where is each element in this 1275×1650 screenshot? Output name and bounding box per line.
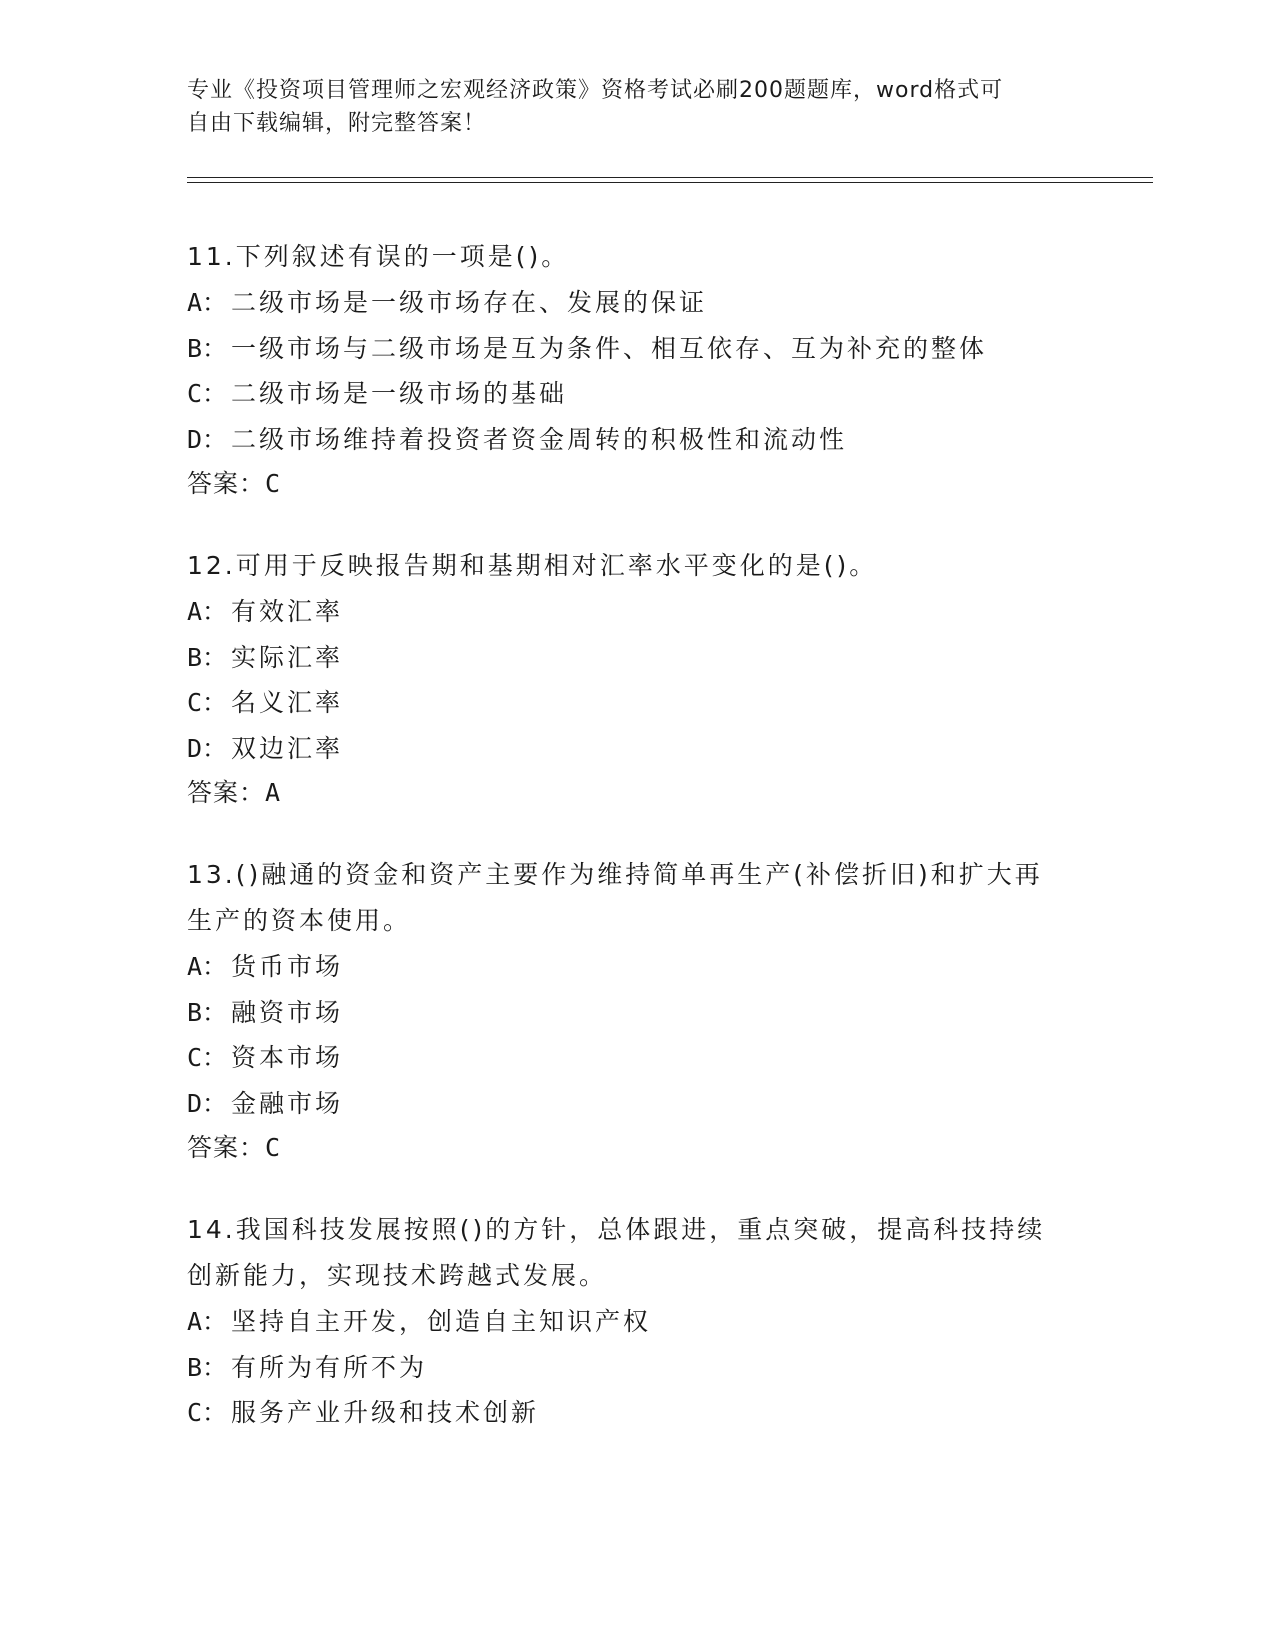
option-text: 双边汇率 bbox=[231, 733, 344, 763]
option-a bbox=[187, 1299, 1087, 1345]
option-key: B： bbox=[187, 997, 228, 1027]
question-text: 11.下列叙述有误的一项是()。 bbox=[187, 242, 570, 271]
option-key: C： bbox=[187, 688, 228, 717]
option-text: 有效汇率 bbox=[231, 597, 344, 626]
option-text: 二级市场是一级市场的基础 bbox=[231, 379, 568, 408]
answer-line bbox=[187, 1126, 1087, 1170]
option-text: 货币市场 bbox=[231, 952, 344, 981]
document-header bbox=[187, 74, 1067, 140]
question-text-line-2: 创新能力，实现技术跨越式发展。 bbox=[187, 1261, 608, 1290]
option-b bbox=[187, 990, 1087, 1036]
option-c bbox=[187, 1035, 1087, 1081]
option-key: A： bbox=[187, 597, 228, 626]
option-c bbox=[187, 1390, 1087, 1436]
option-text: 资本市场 bbox=[231, 1043, 344, 1072]
option-key: D： bbox=[187, 424, 228, 454]
option-b bbox=[187, 1345, 1087, 1391]
question-12 bbox=[187, 543, 1087, 815]
option-key: C： bbox=[187, 379, 228, 408]
option-c bbox=[187, 680, 1087, 726]
question-text-line-1: 14.我国科技发展按照()的方针，总体跟进，重点突破，提高科技持续 bbox=[187, 1215, 1046, 1244]
option-text: 二级市场是一级市场存在、发展的保证 bbox=[231, 288, 708, 317]
answer-line bbox=[187, 462, 1087, 506]
option-text: 融资市场 bbox=[231, 997, 344, 1027]
option-b bbox=[187, 326, 1087, 372]
header-divider-top bbox=[187, 177, 1153, 178]
option-a bbox=[187, 944, 1087, 990]
option-a bbox=[187, 280, 1087, 326]
option-d bbox=[187, 417, 1087, 463]
question-11 bbox=[187, 234, 1087, 506]
header-title-line-1: 专业《投资项目管理师之宏观经济政策》资格考试必刷200题题库，word格式可 bbox=[187, 78, 1004, 103]
option-text: 坚持自主开发，创造自主知识产权 bbox=[231, 1307, 652, 1336]
answer-line bbox=[187, 771, 1087, 815]
answer-label: 答案： bbox=[187, 778, 266, 807]
option-text: 有所为有所不为 bbox=[231, 1352, 428, 1382]
option-text: 服务产业升级和技术创新 bbox=[231, 1398, 540, 1427]
option-b bbox=[187, 635, 1087, 681]
question-text-line-1: 13.()融通的资金和资产主要作为维持简单再生产(补偿折旧)和扩大再 bbox=[187, 860, 1043, 889]
option-key: B： bbox=[187, 1352, 228, 1382]
option-key: A： bbox=[187, 952, 228, 981]
option-key: B： bbox=[187, 642, 228, 672]
option-key: C： bbox=[187, 1398, 228, 1427]
option-text: 名义汇率 bbox=[231, 688, 344, 717]
option-a bbox=[187, 589, 1087, 635]
option-d bbox=[187, 726, 1087, 772]
option-text: 一级市场与二级市场是互为条件、相互依存、互为补充的整体 bbox=[231, 333, 988, 363]
option-text: 实际汇率 bbox=[231, 642, 344, 672]
answer-label: 答案： bbox=[187, 469, 266, 498]
question-text-line-2: 生产的资本使用。 bbox=[187, 906, 412, 935]
answer-value: A bbox=[265, 778, 282, 807]
option-text: 二级市场维持着投资者资金周转的积极性和流动性 bbox=[231, 424, 848, 454]
question-text: 12.可用于反映报告期和基期相对汇率水平变化的是()。 bbox=[187, 551, 878, 580]
option-key: C： bbox=[187, 1043, 228, 1072]
answer-value: C bbox=[265, 469, 282, 498]
header-title-line-2: 自由下载编辑，附完整答案！ bbox=[187, 111, 487, 136]
option-key: A： bbox=[187, 288, 228, 317]
question-13 bbox=[187, 852, 1087, 1170]
option-d bbox=[187, 1081, 1087, 1127]
answer-label: 答案： bbox=[187, 1133, 266, 1162]
option-c bbox=[187, 371, 1087, 417]
answer-value: C bbox=[265, 1133, 282, 1162]
option-key: B： bbox=[187, 333, 228, 363]
option-text: 金融市场 bbox=[231, 1088, 344, 1118]
question-list bbox=[187, 234, 1087, 1473]
question-14 bbox=[187, 1207, 1087, 1436]
header-divider-bottom bbox=[187, 182, 1153, 183]
option-key: D： bbox=[187, 733, 228, 763]
option-key: D： bbox=[187, 1088, 228, 1118]
option-key: A： bbox=[187, 1307, 228, 1336]
